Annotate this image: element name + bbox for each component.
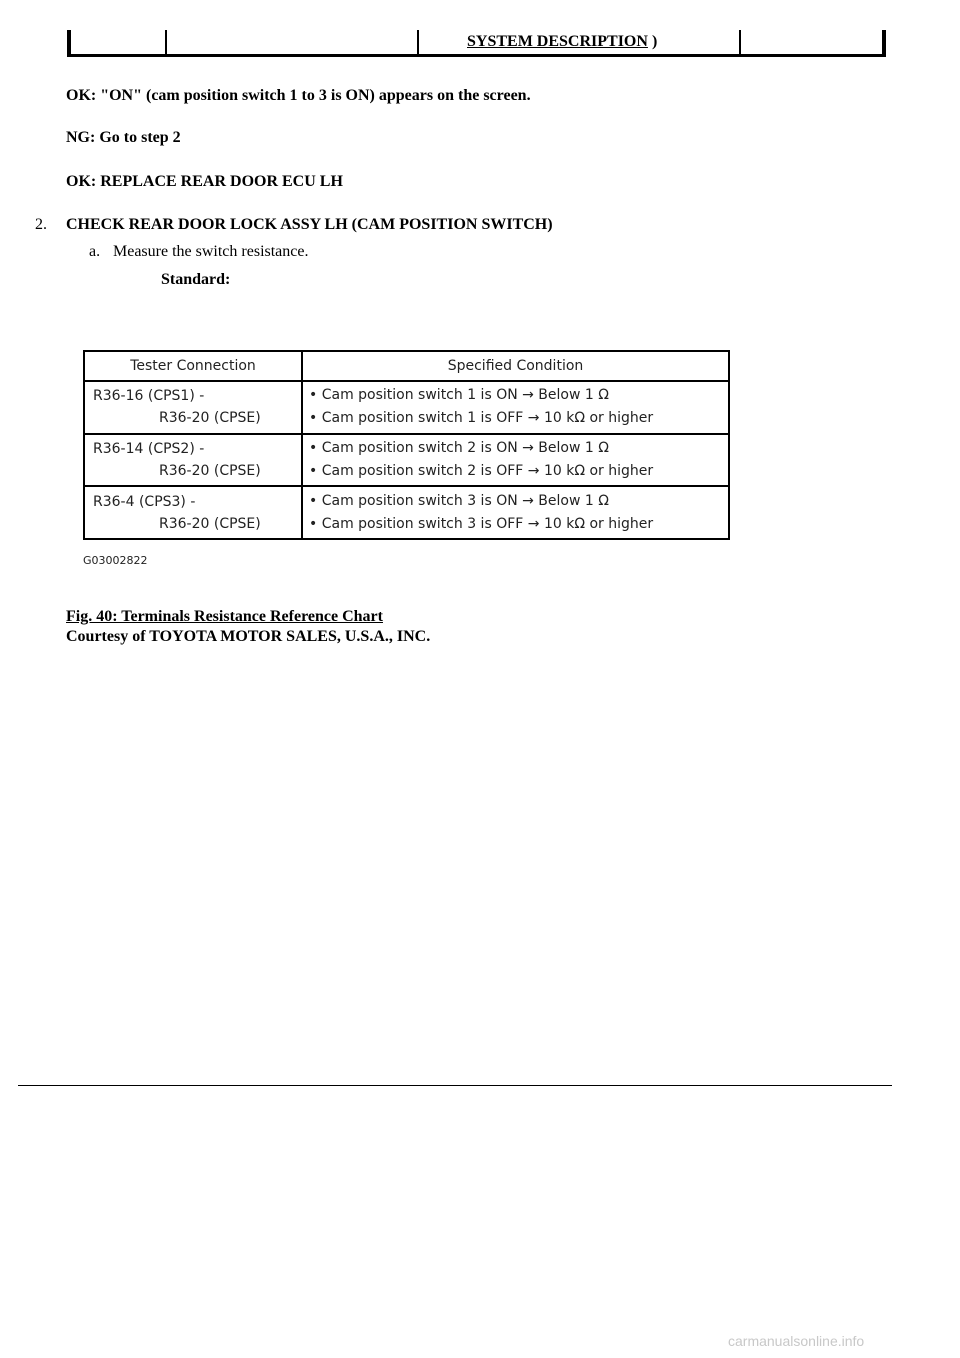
connection-from: R36-14 (CPS2) - (93, 440, 205, 457)
figure-id: G03002822 (83, 554, 148, 567)
specified-condition-cell (302, 434, 729, 487)
substep-letter: a. (89, 243, 101, 260)
header-title-suffix: ) (651, 33, 658, 50)
tester-connection-cell (84, 434, 302, 487)
condition-on: • Cam position switch 1 is ON → Below 1 Ω (309, 387, 609, 404)
header-tester-connection: Tester Connection (84, 351, 302, 381)
page-header (67, 30, 886, 57)
condition-off: • Cam position switch 1 is OFF → 10 kΩ or higher (309, 410, 654, 427)
footer-rule (18, 1085, 892, 1086)
step-title: CHECK REAR DOOR LOCK ASSY LH (CAM POSITION SWITCH) (66, 216, 553, 233)
ok-replace-line: OK: REPLACE REAR DOOR ECU LH (66, 173, 343, 190)
specified-condition-cell (302, 381, 729, 434)
watermark: carmanualsonline.info (728, 1333, 865, 1349)
step-number: 2. (35, 216, 47, 233)
header-specified-condition: Specified Condition (302, 351, 729, 381)
connection-to: R36-20 (CPSE) (159, 410, 261, 427)
table-header-row (84, 351, 729, 381)
ng-result-line: NG: Go to step 2 (66, 129, 181, 146)
ok-result-line: OK: "ON" (cam position switch 1 to 3 is ON) appears on the screen. (66, 87, 531, 104)
table-row (84, 486, 729, 539)
header-divider (417, 30, 419, 57)
connection-from: R36-16 (CPS1) - (93, 388, 205, 405)
figure-courtesy: Courtesy of TOYOTA MOTOR SALES, U.S.A., INC. (66, 628, 431, 645)
header-title-text: SYSTEM DESCRIPTION (467, 33, 648, 50)
tester-connection-cell (84, 381, 302, 434)
header-divider (739, 30, 741, 57)
header-divider (882, 30, 886, 57)
header-divider (67, 30, 71, 57)
resistance-table (83, 350, 730, 540)
table-row (84, 434, 729, 487)
condition-off: • Cam position switch 3 is OFF → 10 kΩ or higher (309, 515, 654, 532)
connection-to: R36-20 (CPSE) (159, 515, 261, 532)
resistance-chart-figure (83, 350, 731, 572)
condition-on: • Cam position switch 3 is ON → Below 1 Ω (309, 492, 609, 509)
substep-text: Measure the switch resistance. (113, 243, 309, 260)
header-rule (67, 54, 886, 57)
specified-condition-cell (302, 486, 729, 539)
figure-caption: Fig. 40: Terminals Resistance Reference Chart (66, 608, 383, 625)
condition-off: • Cam position switch 2 is OFF → 10 kΩ or higher (309, 462, 654, 479)
condition-on: • Cam position switch 2 is ON → Below 1 Ω (309, 439, 609, 456)
table-row (84, 381, 729, 434)
header-title (467, 33, 657, 51)
tester-connection-cell (84, 486, 302, 539)
standard-label: Standard: (161, 271, 231, 288)
connection-from: R36-4 (CPS3) - (93, 493, 196, 510)
connection-to: R36-20 (CPSE) (159, 462, 261, 479)
header-divider (165, 30, 167, 57)
